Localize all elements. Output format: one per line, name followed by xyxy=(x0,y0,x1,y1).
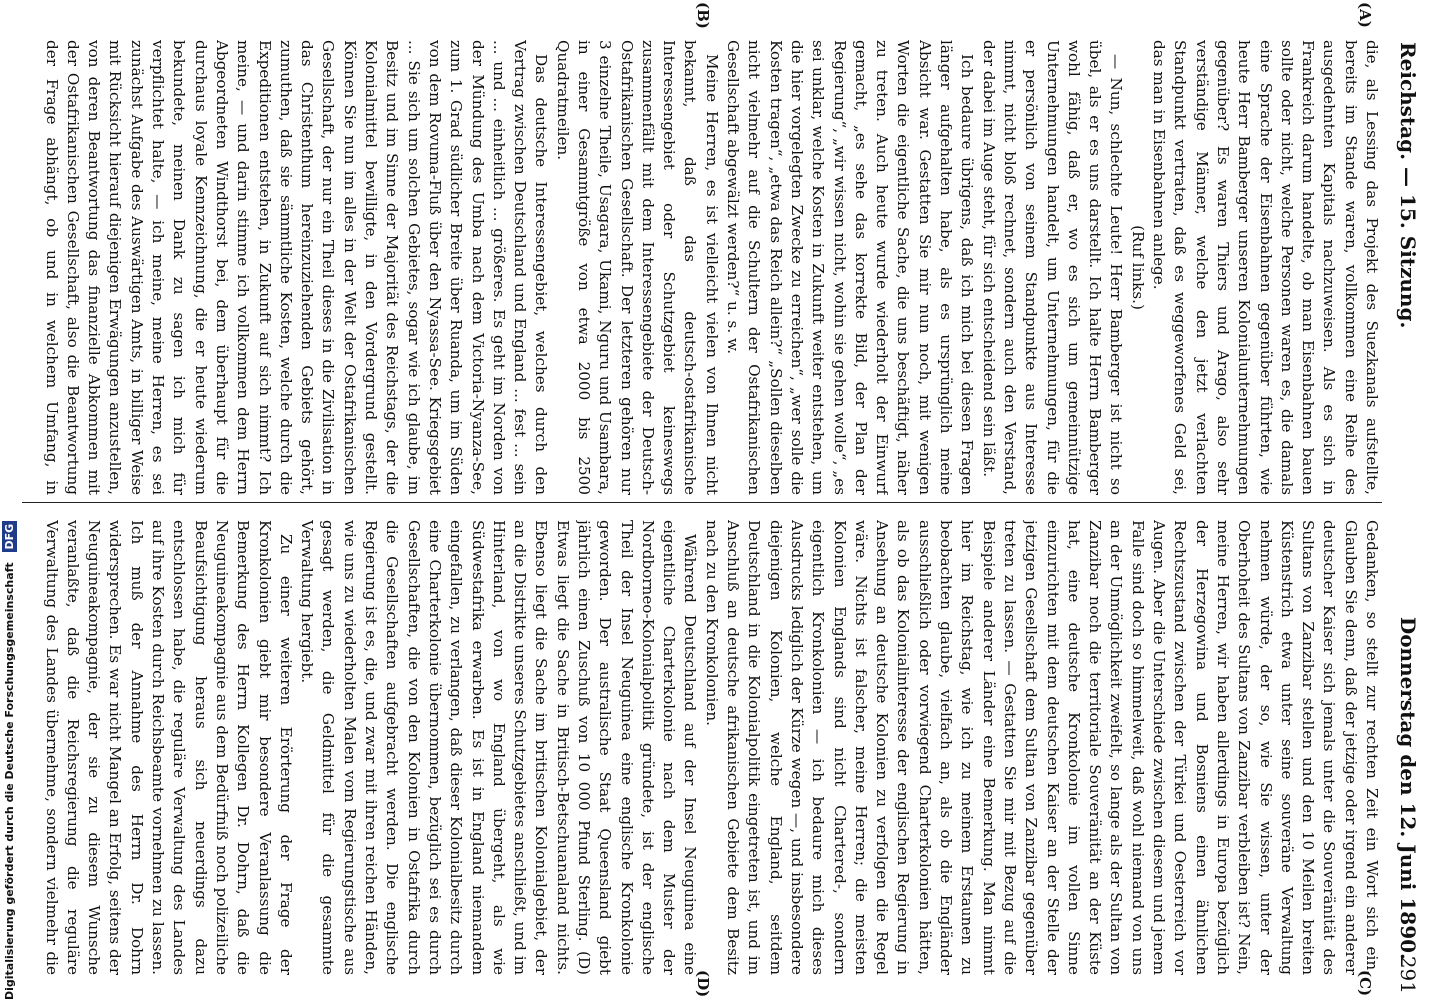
page-number: 291 xyxy=(1396,955,1420,994)
paragraph: Ich bedaure übrigens, daß ich mich bei diesen Fragen länger aufgehalten habe, als es ursprünglich meine Absicht war. Gestatten Sie mir nun noch, mit wenigen Worten die eigentliche Sache, die uns beschäftigt, näher zu treten. Auch heute wurde wiederholt der Einwurf gemacht, „es sehe das korrekte Bild, der Plan der Regierung“, „wir wissen nicht, wohin sie gehen wolle“, „es sei unklar, welche Kosten in Zukunft weiter entstehen, um die hier vorgelegten Zwecke zu erreichen“, „wer solle die Kosten tragen“, „etwa das Reich allein?“ „Sollen dieselben nicht vielmehr auf die Schultern der Ostafrikanischen Gesellschaft abgewälzt werden?“ u. s. w. xyxy=(724,40,977,495)
footer-credit xyxy=(2,0,20,1000)
paragraph: (Ruf links.) xyxy=(1128,225,1147,310)
margin-mark-c: (C) xyxy=(1356,970,1374,997)
margin-mark-a: (A) xyxy=(1356,2,1374,28)
text-column-left xyxy=(42,40,1382,495)
paragraph: Gedanken, so stellt zur rechten Zeit ein Wort sich ein. Glauben Sie denn, daß der jetzige oder irgend ein anderer deutscher Kaiser sich jemals unter die Souveränität des Sultans von Zanzibar stellen und den 10 Meilen breiten Küstenstrich etwa unter seine souveräne Verwaltung nehmen würde, der so, wie Sie wissen, unter der Oberhoheit des Sultans von Zanzibar verbleiben ist? Nein, meine Herren, wir haben allerdings in Europa bezüglich der Herzegowina und Bosniens einen ähnlichen Rechtszustand zwischen der Türkei und Oesterreich vor Augen. Aber die Unterschiede zwischen diesem und jenem Falle sind doch so himmelweit, daß wohl niemand von uns an der Unmöglichkeit zweifelt, so lange als der Sultan von Zanzibar noch die territoriale Souveränität an der Küste hat, eine deutsche Kronkolonie im vollen Sinne einzurichten mit dem deutschen Kaiser an der Stelle der jetzigen Gesellschaft dem Sultan von Zanzibar gegenüber treten zu lassen. — Gestatten Sie mir mit Bezug auf die Beispiele anderer Länder eine Bemerkung. Man nimmt hier im Reichstag, wie ich zu meinem Erstaunen zu beobachten glaube, vielfach an, als ob die Engländer ausschließlich oder vorwiegend Charterkolonien hätten, als ob das Kolonialinteresse der englischen Regierung in Ansehung an deutsche Kolonien zu verfolgen die Regel wäre. Nichts ist falscher, meine Herren; die meisten Kolonien Englands sind nicht Chartered-, sondern eigentlich Kronkolonien — ich bedaure mich dieses Ausdrucks lediglich der Kürze wegen —, und insbesondere diejenigen Kolonien, welche England, seitdem Deutschland in die Kolonialpolitik eingetreten ist, und im Anschluß an deutsche afrikanischen Gebiete dem Besitz nach zu den Kronkolonien. xyxy=(702,520,1381,975)
dfg-logo: DFG xyxy=(2,521,17,553)
paragraph: Das deutsche Interessengebiet, welches durch den Vertrag zwischen Deutschland und England ... fest ... sein ... und ... einheitlich ... größeres. Es geht im Norden von der Mündung des Umba nach dem Victoria-Nyanza-See, zum 1. Grad südlicher Breite über Ruanda, um im Süden von dem Rovuma-Fluß über den Nyassa-See. Kriegsgebiet ... Sie sich um solchen Gebietes, sogar wie ich glaube, im Besitz und im Sinne der Majorität des Reichstags, der die Kolonialmittel bewilligte, in den Vordergrund gestellt. Können Sie nun im alles in der Welt der Ostafrikanischen Gesellschaft, der nur ein Theil dieses in die Zivilisation in das Christenthum hereinzuziehenden Gebiets gehört, zumuthen, daß sie sämmtliche Kosten, welche durch die Expeditionen entstehen, in Zukunft auf sich nimmt? Ich meine, — und darin stimme ich vollkommen dem Herrn Abgeordneten Windthorst bei, dem überhaupt für die durchaus loyale Kennzeichnung, die er heute wiederum bekundete, meinen Dank zu sagen ich mich für verpflichtet halte, — ich meine, meine Herren, es sei zunächst Aufgabe des Auswärtigen Amts, in billiger Weise mit Rücksicht hierauf diejenigen Erwägungen anzustellen, von deren Beantwortung das finanzielle Abkommen mit der Ostafrikanischen Gesellschaft, also die Beantwortung der Frage abhängt, ob und in welchem Umfang, in xyxy=(42,40,551,495)
footer-credit-text: Digitalisierung gefördert durch die Deutsche Forschungsgemeinschaft xyxy=(3,562,16,1000)
paragraph: — Nun, schlechte Leute! Herr Bamberger ist nicht so übel, als er es uns darstellt. Ich halte Herrn Bamberger wohl fähig, daß er, wo es sich um gemeinnützige Unternehmungen handelt, um Unternehmungen, für die er persönlich von seinem Standpunkte aus Interesse nimmt, nicht bloß rechnet, sondern auch den Verstand, der dabei im Auge steht, für sich entscheidend sein läßt. xyxy=(979,40,1126,495)
paragraph: Zu einer weiteren Erörterung der Frage der Kronkolonien giebt mir besondere Veranlassung die Bemerkung des Herrn Kollegen Dr. Dohrn, daß die Neuguineakompagnie aus dem Bedürfniß noch polizeiliche Beaufsichtigung heraus sich neuerdings dazu entschlossen habe, die reguläre Verwaltung des Landes auf ihre Kosten durch Reichsbeamte vornehmen zu lassen. Ich muß der Annahme des Herrn Dr. Dohrn widersprechen. Es war nicht Mangel an Erfolg, seitens der Neuguineakompagnie, der sie zu diesem Wunsche veranlaßte, daß die Reichsregierung die reguläre Verwaltung des Landes übernehme, sondern vielmehr die xyxy=(42,520,295,975)
paragraph: Meine Herren, es ist vielleicht vielen von Ihnen nicht bekannt, daß das deutsch-ostafrikanische Interessengebiet oder Schutzgebiet keineswegs zusammenfällt mit dem Interessengebiete der Deutsch-Ostafrikanischen Gesellschaft. Der letzteren gehören nur 3 einzelne Theile, Usagara, Ukami, Nguru und Usambara, in einer Gesammtgröße von etwa 2000 bis 2500 Quadratmeilen. xyxy=(553,40,721,495)
header-session: Reichstag. — 15. Sitzung. xyxy=(1396,42,1420,329)
page-header xyxy=(1386,0,1426,1000)
paragraph: Während Deutschland auf der Insel Neuguinea eine eigentliche Charterkolonie nach dem Muster der Nordborneo-Kolonialpolitik gründete, ist der englische Theil der Insel Neuguinea eine englische Kronkolonie geworden. Der australische Staat Queensland giebt jährlich einen Zuschuß von 10 000 Pfund Sterling. (D) Etwas liegt die Sache in Britisch-Betschuanaland nichts. Ebenso liegt die Sache im britischen Kolonialgebiet, der an die Distrikte unseres Schutzgebietes anschließt, und im Hinterland, von wo England übergeht, als wie Südwestafrika erwarben. Es ist in England niemandem eingefallen, zu verlangen, daß dieser Kolonialbesitz durch eine Charterkolonie übernommen, bezüglich sei es durch Gesellschaften, die von den Kolonien in Ostafrika durch die Gesellschaften aufgebracht werden. Die englische Regierung ist es, die, und zwar mit ihren reichen Händen, wie uns zu wiederholten Malen vom Regierungstische aus gesagt werden, die Geldmittel für die gesammte Verwaltung hergiebt. xyxy=(298,520,700,975)
margin-mark-d: (D) xyxy=(694,970,712,998)
text-column-right xyxy=(42,520,1382,975)
header-date: Donnerstag den 12. Juni 1890. xyxy=(1396,616,1420,960)
column-divider xyxy=(22,502,1382,503)
margin-mark-b: (B) xyxy=(694,2,712,29)
paragraph: die, als Lessing das Projekt des Suezkanals aufstellte, bereits im Stande waren, vollkommen eine Reihe des ausgedehnten Kapitals nachzuweisen. Als es sich in Frankreich darum handelte, ob man Eisenbahnen bauen sollte oder nicht, welche Personen waren es, die damals eine Sprache der Eisenbahnen gegenüber führten, wie heute Herr Bamberger unseren Kolonialunternehmungen gegenüber? Es waren Thiers und Arago, also sehr verständige Männer, welche den jetzt verlachten Standpunkt vertraten, daß es weggeworfenes Geld sei, das man in Eisenbahnen anlege. xyxy=(1150,40,1381,495)
